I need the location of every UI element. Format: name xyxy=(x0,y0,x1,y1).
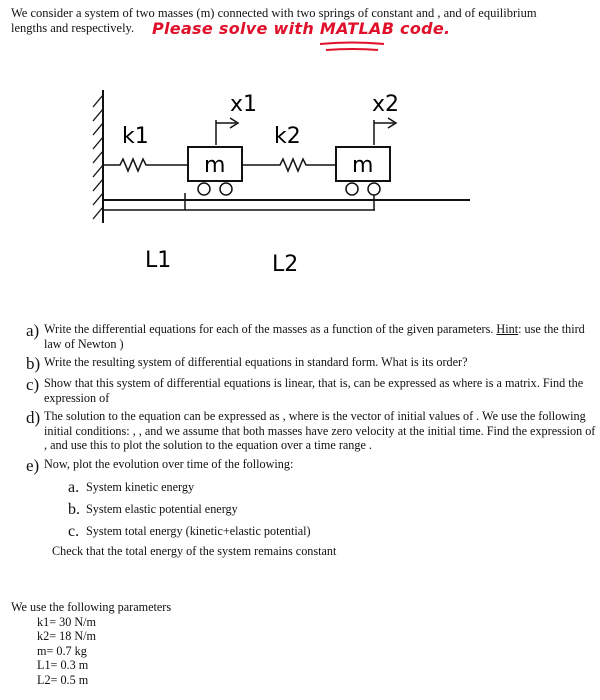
question-letter: e) xyxy=(26,455,40,475)
wheel xyxy=(346,183,358,195)
label-x2: x2 xyxy=(372,92,400,117)
handwritten-note: Please solve with MATLAB code. xyxy=(152,19,451,38)
subitem-letter: c. xyxy=(68,522,80,540)
question-d xyxy=(26,409,596,453)
intro-line-2: lengths and respectively. xyxy=(11,21,135,35)
question-a xyxy=(26,322,596,351)
params-heading: We use the following parameters xyxy=(11,600,172,614)
subitem-b xyxy=(68,502,596,518)
question-letter: c) xyxy=(26,375,40,394)
wall xyxy=(93,90,103,223)
label-L1: L1 xyxy=(145,248,172,273)
mass-2-label: m xyxy=(352,153,374,178)
param-k2: k2= 18 N/m xyxy=(37,629,97,643)
wheel xyxy=(198,183,210,195)
subitem-letter: b. xyxy=(68,500,80,518)
label-x1: x1 xyxy=(230,92,258,117)
spring-k2 xyxy=(242,159,336,171)
question-c xyxy=(26,376,596,405)
param-k1: k1= 30 N/m xyxy=(37,614,97,629)
subitem-text: System elastic potential energy xyxy=(86,501,238,516)
subitem-letter: a. xyxy=(68,478,80,496)
label-L2: L2 xyxy=(272,252,299,277)
subitem-a xyxy=(68,480,596,496)
subitem-text: System kinetic energy xyxy=(86,479,195,494)
question-letter: b) xyxy=(26,354,41,373)
question-letter: d) xyxy=(26,408,41,427)
subitem-c xyxy=(68,524,596,540)
wheel xyxy=(368,183,380,195)
hint-link: Hint xyxy=(496,322,519,336)
wheel xyxy=(220,183,232,195)
intro-line-1: We consider a system of two masses (m) connected with two springs of constant and , and of equilibrium xyxy=(11,6,537,20)
param-L1: L1= 0.3 m xyxy=(37,658,89,672)
spring-k1 xyxy=(103,159,188,171)
question-text: Now, plot the evolution over time of the following: xyxy=(44,456,294,471)
check-text: Check that the total energy of the system remains constant xyxy=(52,543,337,558)
note-underline xyxy=(318,40,388,56)
param-L2: L2= 0.5 m xyxy=(37,672,89,687)
question-list xyxy=(26,322,596,558)
question-text: Show that this system of differential equations is linear, that is, can be expressed as where is a matrix. Find the expression of xyxy=(44,376,584,405)
label-k1: k1 xyxy=(122,124,149,149)
mass-1-label: m xyxy=(204,153,226,178)
param-m: m= 0.7 kg xyxy=(37,643,87,658)
subitem-text: System total energy (kinetic+elastic potential) xyxy=(86,523,311,538)
question-text: Write the resulting system of differential equations in standard form. What is its order? xyxy=(44,355,468,369)
spring-mass-diagram xyxy=(90,85,490,285)
question-text: Write the differential equations for each of the masses as a function of the given parameters. Hint: use the third law of Newton ) xyxy=(44,322,585,351)
question-e xyxy=(26,457,596,474)
question-text: The solution to the equation can be expressed as , where is the vector of initial values of . We use the following initial conditions: , , and we assume that both masses have zero velocity at the initial time. Find the expression of , and use this to plot the solution to the equation over a time range . xyxy=(44,409,596,452)
label-k2: k2 xyxy=(274,124,301,149)
question-letter: a) xyxy=(26,321,40,340)
question-b xyxy=(26,355,596,372)
parameter-list xyxy=(11,600,171,687)
